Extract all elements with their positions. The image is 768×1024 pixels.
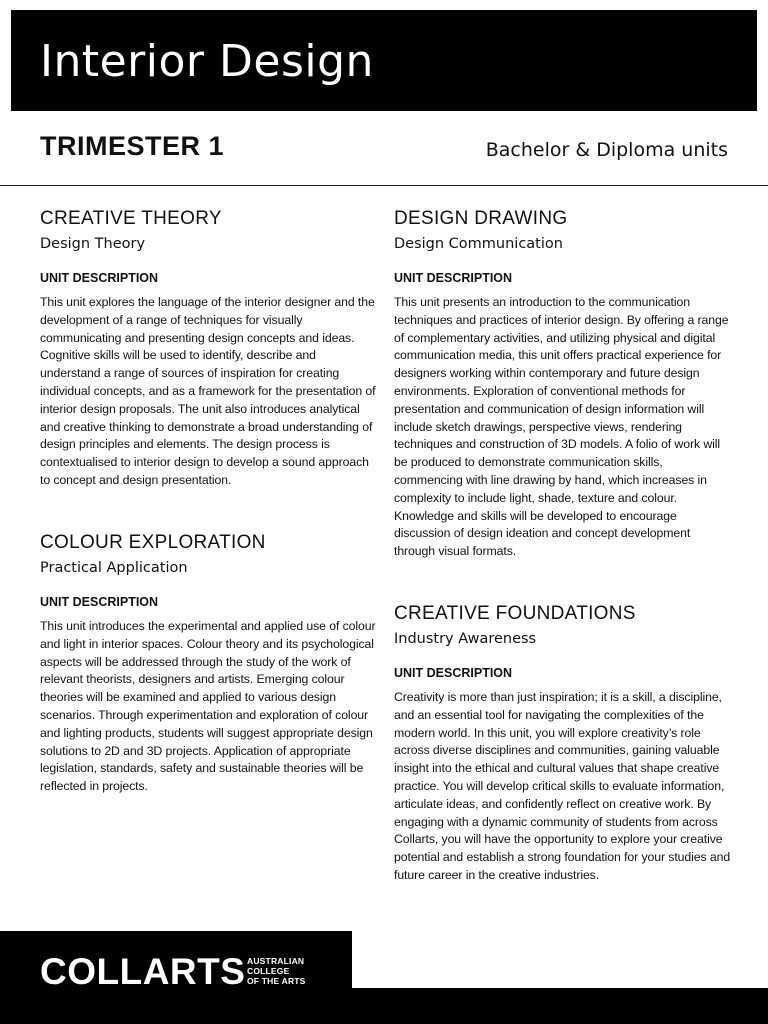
unit-description-label: UNIT DESCRIPTION [394,666,513,680]
unit-description-label: UNIT DESCRIPTION [394,271,513,285]
unit-colour-exploration [40,531,376,796]
unit-description: Creativity is more than just inspiration; it is a skill, a discipline, and an essential tool for navigating the complexities of the modern world. In this unit, you will explore creativity’s role across diverse disciplines and communities, gaining valuable insight into the ethical and cultural values that shape creative practice. You will develop critical skills to evaluate information, articulate ideas, and confidently reflect on creative work. By engaging with a dynamic community of students from across Collarts, you will have the opportunity to explore your creative potential and establish a strong foundation for your studies and future career in the creative industries. [394,690,731,882]
unit-title: DESIGN DRAWING [394,208,568,229]
unit-title: COLOUR EXPLORATION [40,532,266,553]
unit-title: CREATIVE THEORY [40,208,222,229]
trimester-heading: TRIMESTER 1 [40,131,225,161]
unit-subtitle: Design Theory [40,236,146,252]
unit-subtitle: Design Communication [394,236,563,252]
unit-creative-foundations [394,602,734,885]
logo-tagline-line: AUSTRALIAN [247,956,305,966]
unit-description-label: UNIT DESCRIPTION [40,595,159,609]
unit-creative-theory [40,207,376,490]
logo-tagline-line: OF THE ARTS [247,976,306,986]
unit-title: CREATIVE FOUNDATIONS [394,603,636,624]
logo-wordmark: COLLARTS [40,951,246,992]
header-divider [0,185,768,186]
page-title: Interior Design [40,36,374,87]
unit-description: This unit explores the language of the interior designer and the development of a range of techniques for visually communicating and presenting design concepts and ideas. Cognitive skills will be used to identify, describe and understand a range of sources of inspiration for creating individual concepts, and as a framework for the presentation of interior design proposals. The unit also introduces analytical and creative thinking to demonstrate a broad understanding of design principles and elements. The design process is contextualised to interior design to develop a sound approach to concept and design presentation. [40,295,376,487]
course-level: Bachelor & Diploma units [485,139,728,161]
unit-subtitle: Practical Application [40,560,188,576]
logo-tagline [247,956,306,986]
unit-description: This unit introduces the experimental and applied use of colour and light in interior spaces. Colour theory and its psychological aspects will be addressed through the study of the work of relevant theorists, designers and artists. Emerging colour theories will be examined and applied to various design scenarios. Through experimentation and exploration of colour and lighting products, students will suggest appropriate design solutions to 2D and 3D projects. Application of appropriate legislation, standards, safety and sustainable theories will be reflected in projects. [40,619,376,794]
logo-tagline-line: COLLEGE [247,966,290,976]
unit-description-label: UNIT DESCRIPTION [40,271,159,285]
collarts-logo [0,931,352,1024]
unit-subtitle: Industry Awareness [394,631,537,647]
title-banner [11,10,757,111]
unit-description: This unit presents an introduction to the communication techniques and practices of interior design. By offering a range of complementary activities, and utilizing physical and digital communication media, this unit offers practical experience for designers working within contemporary and future design environments. Exploration of conventional methods for presentation and communication of design information will include sketch drawings, perspective views, rendering techniques and construction of 3D models. A folio of work will be produced to demonstrate communication skills, commencing with line drawing by hand, which increases in complexity to include light, shade, texture and colour. Knowledge and skills will be developed to encourage discussion of design ideation and concept development through visual formats. [394,295,729,559]
unit-design-drawing [394,207,734,561]
